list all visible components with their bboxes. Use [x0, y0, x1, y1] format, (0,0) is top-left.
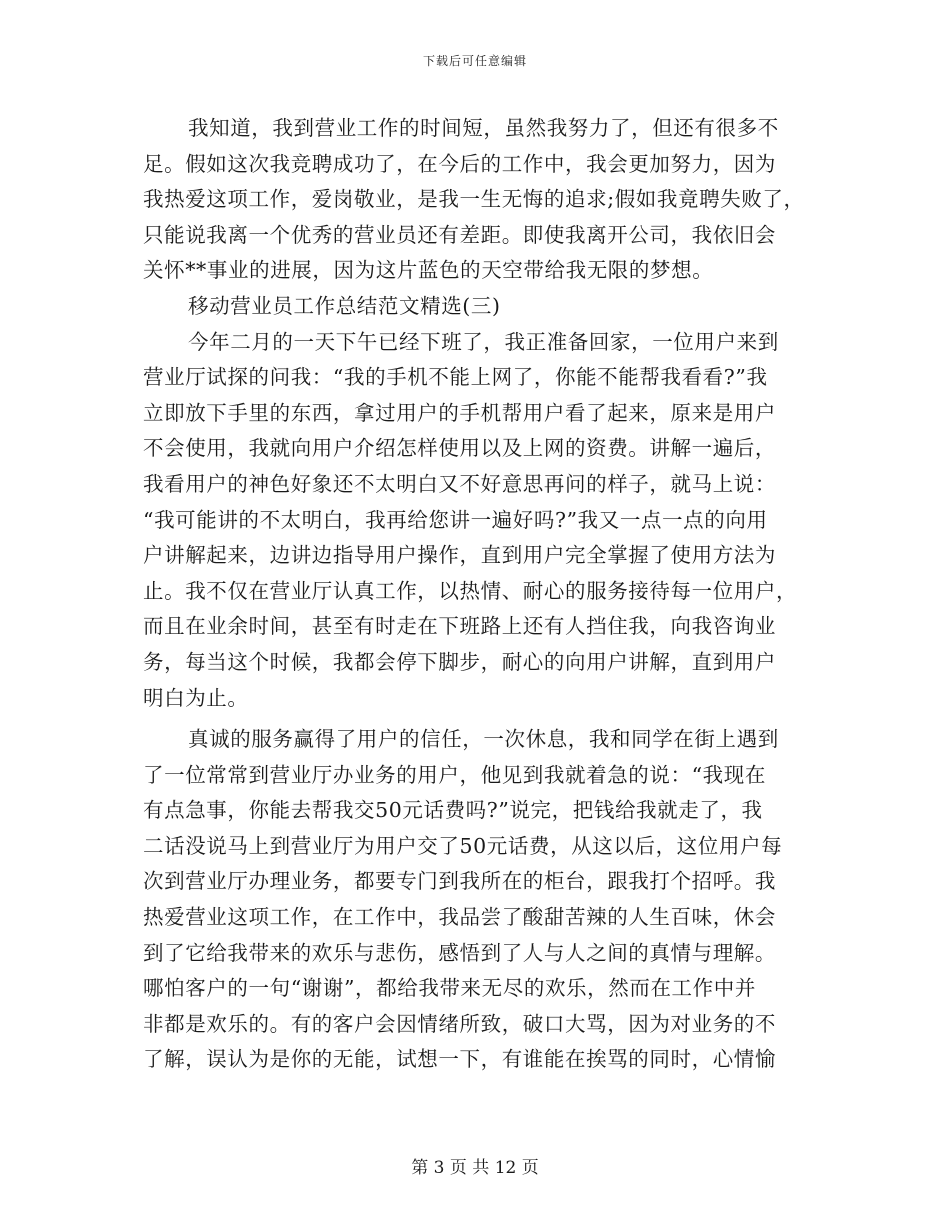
paragraph-line: 二话没说马上到营业厅为用户交了50元话费，从这以后，这位用户每 [143, 833, 783, 858]
paragraph-line: 只能说我离一个优秀的营业员还有差距。即使我离开公司，我依旧会 [143, 222, 776, 247]
paragraph-line: 次到营业厅办理业务，都要专门到我所在的柜台，跟我打个招呼。我 [143, 869, 776, 894]
page-footer: 第 3 页 共 12 页 [411, 1158, 539, 1178]
paragraph-line: “我可能讲的不太明白，我再给您讲一遍好吗?”我又一点一点的向用 [143, 507, 768, 532]
document-body [143, 111, 815, 1078]
section-heading: 移动营业员工作总结范文精选(三) [188, 293, 501, 318]
paragraph-line: 热爱营业这项工作，在工作中，我品尝了酸甜苦辣的人生百味，休会 [143, 905, 776, 930]
paragraph-line: 足。假如这次我竞聘成功了，在今后的工作中，我会更加努力，因为 [143, 151, 776, 176]
paragraph-line: 非都是欢乐的。有的客户会因情绪所致，破口大骂，因为对业务的不 [143, 1011, 776, 1036]
paragraph-line: 止。我不仅在营业厅认真工作，以热情、耐心的服务接待每一位用户， [143, 578, 798, 603]
paragraph-line: 到了它给我带来的欢乐与悲伤，感悟到了人与人之间的真情与理解。 [143, 940, 776, 965]
paragraph-line: 不会使用，我就向用户介绍怎样使用以及上网的资费。讲解一遍后， [143, 436, 776, 461]
paragraph-line: 而且在业余时间，甚至有时走在下班路上还有人挡住我，向我咨询业 [143, 614, 776, 639]
paragraph-line: 了一位常常到营业厅办业务的用户，他见到我就着急的说：“我现在 [143, 762, 766, 787]
paragraph-line: 立即放下手里的东西，拿过用户的手机帮用户看了起来，原来是用户 [143, 400, 776, 425]
paragraph-line: 营业厅试探的问我：“我的手机不能上网了，你能不能帮我看看?”我 [143, 365, 768, 390]
paragraph-line: 哪怕客户的一句“谢谢”，都给我带来无尽的欢乐，然而在工作中并 [143, 976, 756, 1001]
paragraph-line: 我知道，我到营业工作的时间短，虽然我努力了，但还有很多不 [188, 116, 779, 140]
page-header: 下载后可任意编辑 [422, 54, 527, 68]
paragraph-line: 今年二月的一天下午已经下班了，我正准备回家，一位用户来到 [188, 329, 779, 354]
paragraph-line: 我热爱这项工作，爱岗敬业，是我一生无悔的追求;假如我竟聘失败了， [143, 187, 805, 212]
paragraph-line: 户讲解起来，边讲边指导用户操作，直到用户完全掌握了使用方法为 [143, 543, 776, 568]
paragraph-line: 真诚的服务赢得了用户的信任，一次休息，我和同学在街上遇到 [188, 727, 779, 752]
paragraph-line: 了解，误认为是你的无能，试想一下，有谁能在挨骂的同时，心情愉 [143, 1047, 776, 1072]
paragraph-line: 有点急事，你能去帮我交50元话费吗?”说完，把钱给我就走了，我 [143, 798, 763, 823]
paragraph-line: 我看用户的神色好象还不太明白又不好意思再问的样子，就马上说： [143, 471, 776, 496]
paragraph-line: 明白为止。 [143, 685, 249, 710]
paragraph-line: 关怀**事业的进展，因为这片蓝色的天空带给我无限的梦想。 [143, 258, 714, 283]
paragraph-line: 务，每当这个时候，我都会停下脚步，耐心的向用户讲解，直到用户 [143, 649, 776, 674]
